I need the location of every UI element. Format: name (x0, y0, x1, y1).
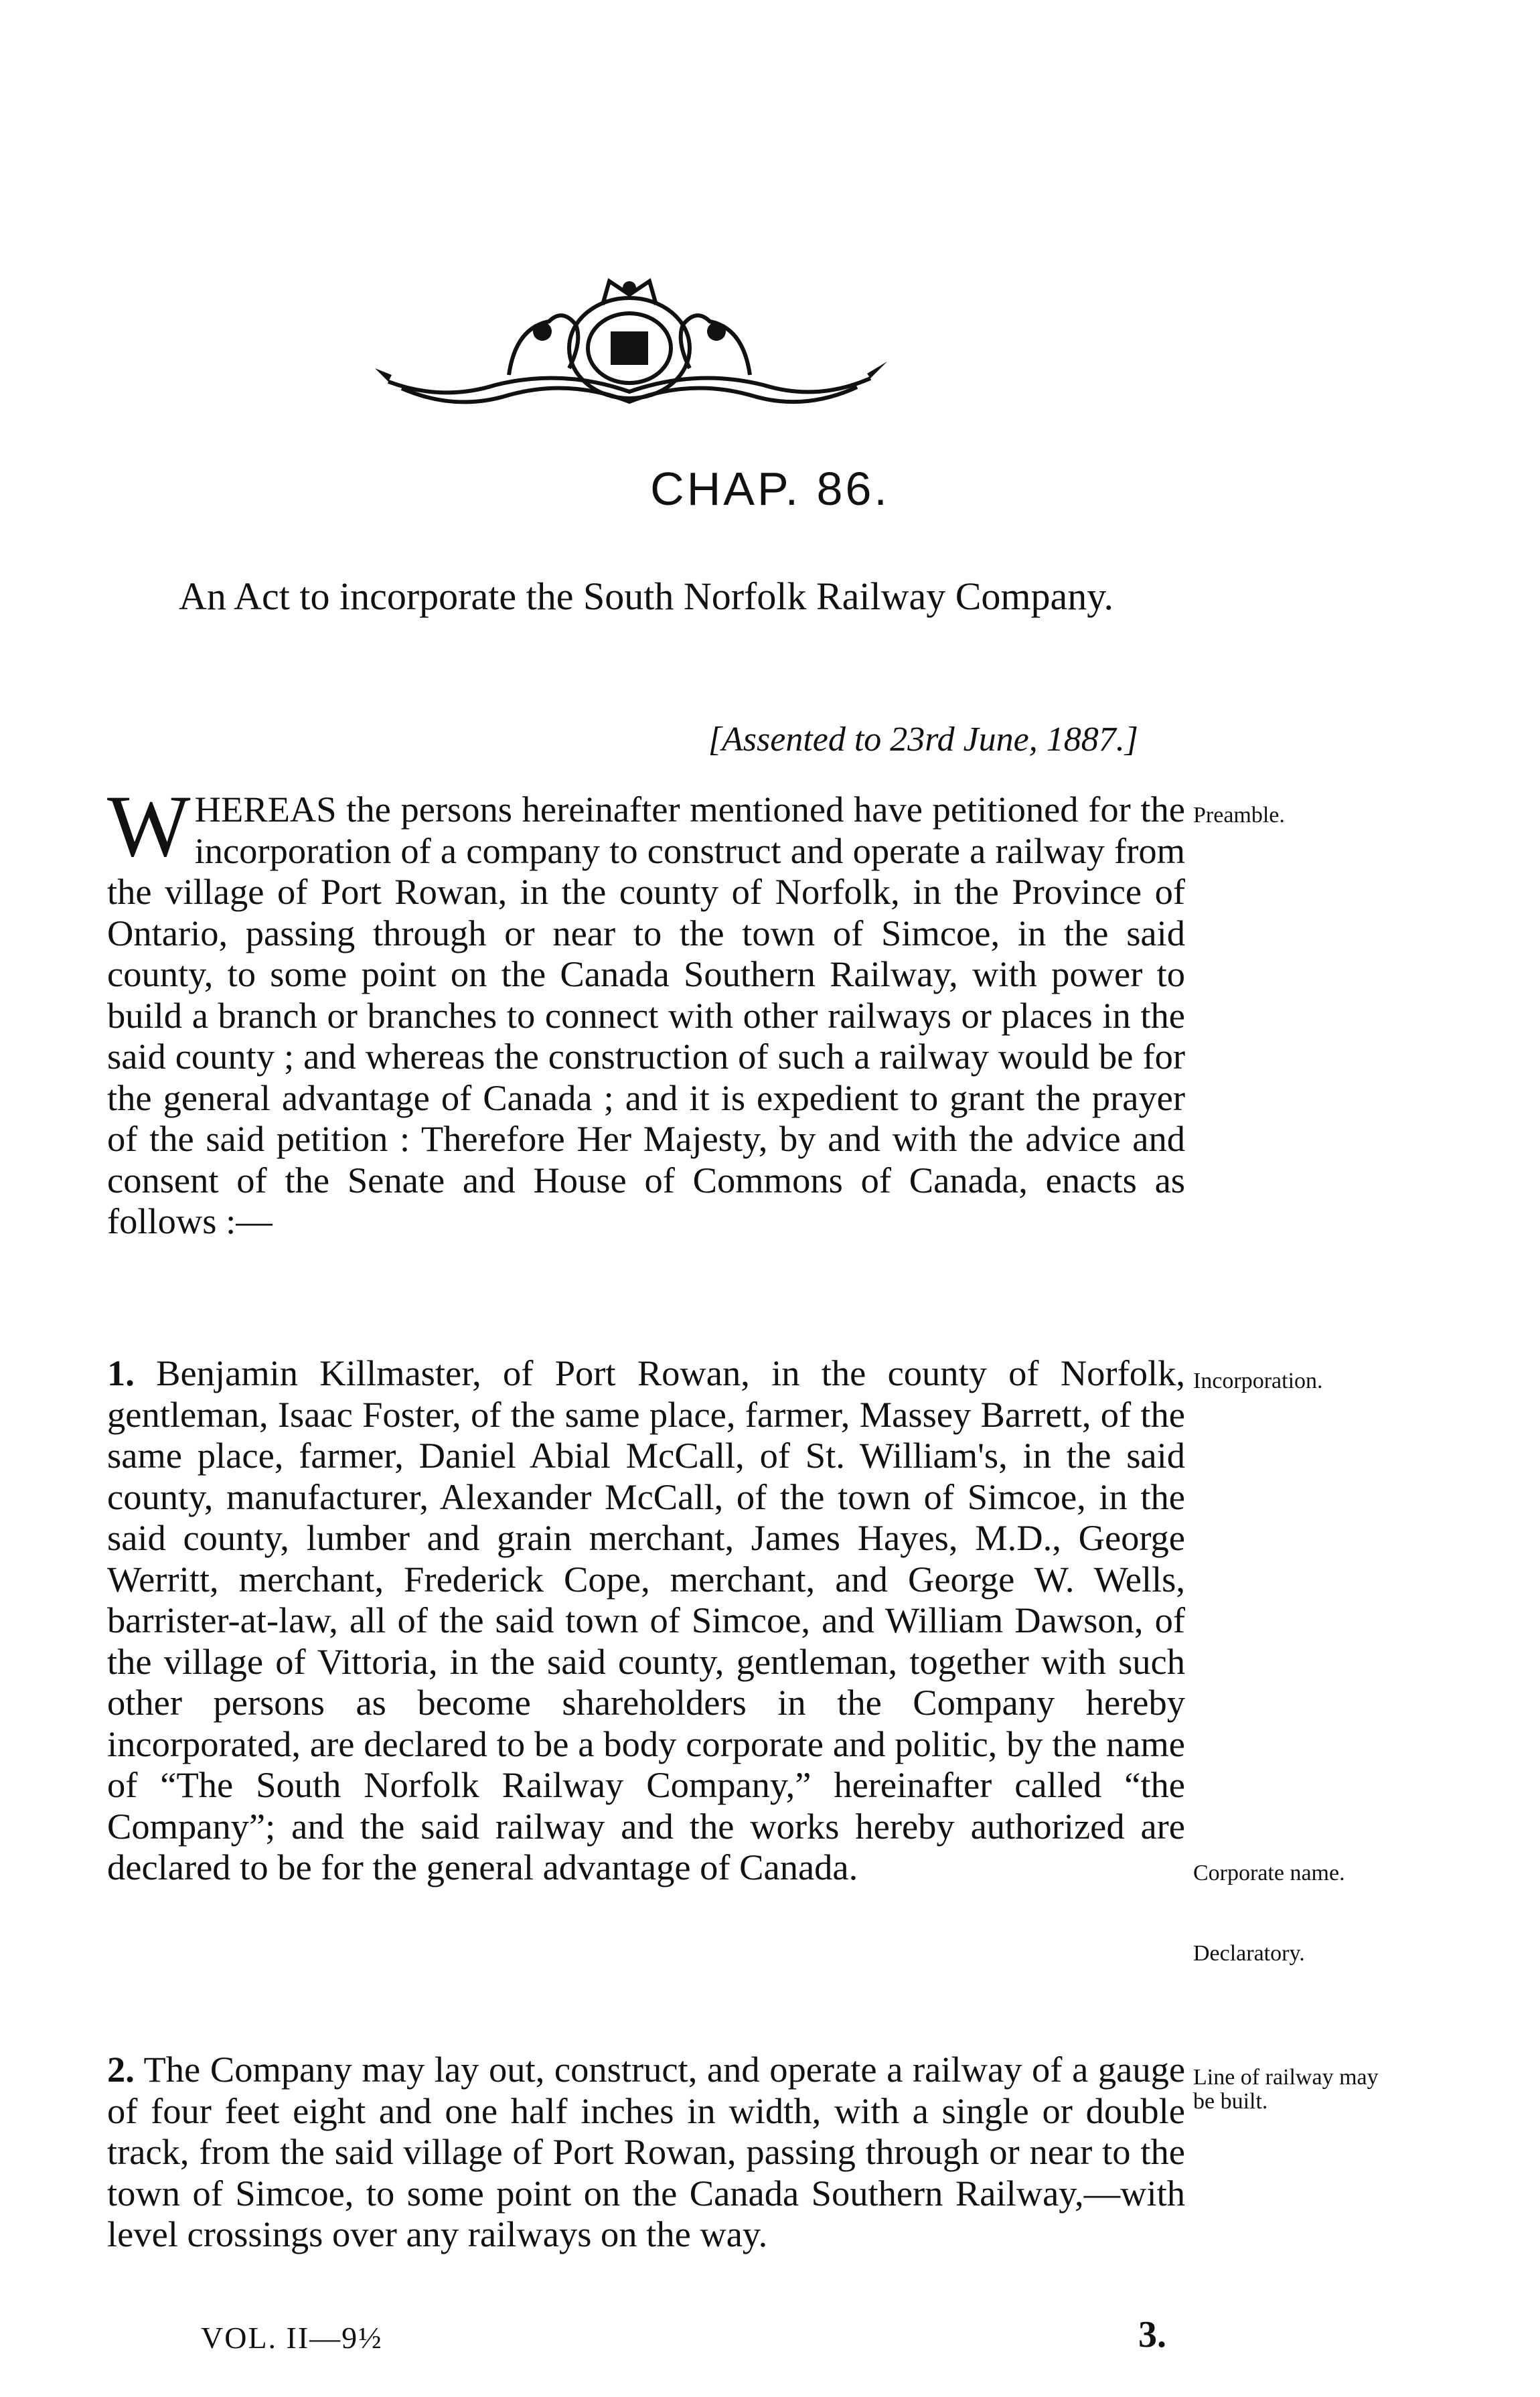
assent-date: [Assented to 23rd June, 1887.] (708, 720, 1138, 759)
royal-coat-of-arms-icon (362, 268, 897, 415)
margin-note-line-of-railway: Line of railway may be built. (1193, 2065, 1379, 2114)
section-2-paragraph (107, 2049, 1185, 2255)
volume-marker: VOL. II—9½ (201, 2321, 383, 2355)
section-2-text: The Company may lay out, construct, and operate a railway of a gauge of four feet eight and one half inches in width, with a single or double track, from the said village of Port Rowan, passing through or near to the town of Simcoe, to some point on the Canada Southern Railway,—with level crossings over any railways on the way. (107, 2049, 1186, 2254)
section-1-paragraph (107, 1352, 1185, 1888)
section-2-number: 2. (107, 2049, 135, 2090)
margin-note-corporate-name: Corporate name. (1193, 1861, 1345, 1885)
margin-note-declaratory: Declaratory. (1193, 1941, 1305, 1966)
drop-cap: W (107, 777, 191, 875)
section-1-text: Benjamin Killmaster, of Port Rowan, in the county of Norfolk, gentleman, Isaac Foster, of the same place, farmer, Massey Barrett, of the same place, farmer, Daniel Abial McCall, of St. William's, in the said county, manufacturer, Alexander McCall, of the town of Simcoe, in the said county, lumber and grain merchant, James Hayes, M.D., George Werritt, merchant, Frederick Cope, merchant, and George W. Wells, barrister-at-law, all of the said town of Simcoe, and William Dawson, of the village of Vittoria, in the said county, gentleman, together with such other persons as become shareholders in the Company hereby incorporated, are declared to be a body corporate and politic, by the name of “The South Norfolk Railway Company,” hereinafter called “the Company”; and the said railway and the works hereby authorized are declared to be for the general advantage of Canada. (107, 1352, 1186, 1887)
chapter-heading: CHAP. 86. (650, 463, 890, 515)
preamble-paragraph (107, 777, 1185, 1242)
margin-note-incorporation: Incorporation. (1193, 1369, 1323, 1393)
page-marker: 3. (1138, 2314, 1166, 2355)
act-title: An Act to incorporate the South Norfolk Railway Company. (178, 574, 1114, 618)
margin-note-preamble: Preamble. (1193, 803, 1285, 828)
section-1-number: 1. (107, 1352, 135, 1393)
preamble-text: HEREAS the persons hereinafter mentioned have petitioned for the incorporation of a company to construct and operate a railway from the village of Port Rowan, in the county of Norfolk, in the Province of Ontario, passing through or near to the town of Simcoe, in the said county, to some point on the Canada Southern Railway, with power to build a branch or branches to connect with other railways or places in the said county ; and whereas the construction of such a railway would be for the general advantage of Canada ; and it is expedient to grant the prayer of the said petition : Therefore Her Majesty, by and with the advice and consent of the Senate and House of Commons of Canada, enacts as follows :— (107, 789, 1185, 1241)
